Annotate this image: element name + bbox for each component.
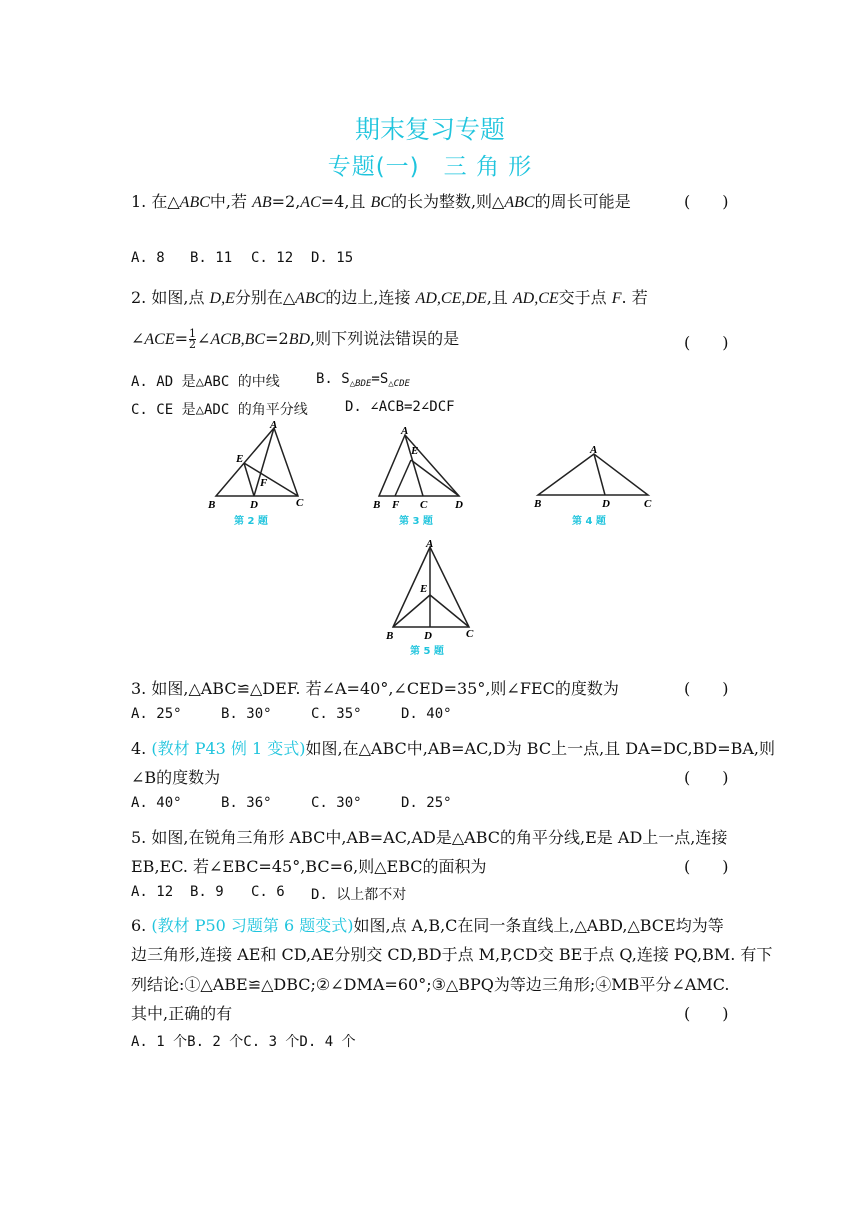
question-2-line-2: ∠ACE= $\frac{1}{2}$ ∠ACB,BC=2BD,则下列说法错误的是: [131, 327, 460, 351]
q5-option-c: C. 6: [251, 884, 285, 900]
figure-2: [200, 420, 320, 530]
question-4-line-2: ∠B的度数为: [131, 768, 221, 787]
label-B: B: [208, 499, 216, 511]
answer-bracket-6: ( ): [684, 1004, 729, 1023]
answer-bracket-3: ( ): [684, 679, 729, 698]
label-C: C: [466, 628, 474, 640]
label-E: E: [420, 583, 428, 595]
question-5-line-1: 5. 如图,在锐角三角形 ABC中,AB=AC,AD是△ABC的角平分线,E是 AD上一点,连接: [131, 828, 728, 847]
page-subtitle: 专题(一) 三 角 形: [327, 154, 533, 180]
question-6-line-4: 其中,正确的有: [131, 1004, 233, 1023]
label-F: F: [260, 477, 268, 489]
figure-3: [365, 420, 475, 530]
question-1-text: 1. 在△ABC中,若 AB=2,AC=4,且 BC的长为整数,则△ABC的周长可能是: [131, 192, 631, 211]
q2-option-c: C. CE 是△ADC 的角平分线: [131, 402, 308, 418]
question-2-line-1: 2. 如图,点 D,E分别在△ABC的边上,连接 AD,CE,DE,且 AD,CE交于点 F. 若: [131, 288, 648, 307]
label-E: E: [236, 453, 244, 465]
label-F: F: [392, 499, 400, 511]
question-6-line-3: 列结论:①△ABE≌△DBC;②∠DMA=60°;③△BPQ为等边三角形;④MB平分∠AMC.: [131, 975, 730, 994]
label-D: D: [250, 499, 258, 511]
q1-option-c: C. 12: [251, 250, 294, 266]
q6-options: A. 1 个B. 2 个C. 3 个D. 4 个: [131, 1034, 356, 1050]
q2-option-b: B. $S_{\triangle BDE}=S_{\triangle CDE}$: [316, 371, 410, 389]
figure-4: [530, 438, 660, 530]
figure-5-caption: 第 5 题: [410, 646, 444, 657]
q3-option-a: A. 25°: [131, 706, 182, 722]
textbook-reference-tag: (教材 P43 例 1 变式): [151, 739, 306, 758]
label-E: E: [411, 445, 419, 457]
q1-option-b: B. 11: [190, 250, 233, 266]
label-A: A: [590, 444, 598, 456]
answer-bracket-2: ( ): [684, 333, 729, 352]
q2-option-a: A. AD 是△ABC 的中线: [131, 374, 280, 390]
page-title: 期末复习专题: [354, 115, 505, 144]
q1-option-d: D. 15: [311, 250, 354, 266]
q4-option-d: D. 25°: [401, 795, 452, 811]
question-5-line-2: EB,EC. 若∠EBC=45°,BC=6,则△EBC的面积为: [131, 857, 487, 876]
q5-option-d: D. 以上都不对: [311, 887, 407, 903]
figure-2-caption: 第 2 题: [234, 516, 268, 527]
figure-5: [380, 535, 480, 660]
label-C: C: [296, 497, 304, 509]
q5-option-a: A. 12: [131, 884, 174, 900]
label-B: B: [534, 498, 542, 510]
label-C: C: [420, 499, 428, 511]
q4-option-b: B. 36°: [221, 795, 272, 811]
label-B: B: [386, 630, 394, 642]
question-6-line-1: 6. (教材 P50 习题第 6 题变式)如图,点 A,B,C在同一条直线上,△ABD,△BCE均为等: [131, 916, 724, 935]
q3-option-c: C. 35°: [311, 706, 362, 722]
q4-option-a: A. 40°: [131, 795, 182, 811]
q4-option-c: C. 30°: [311, 795, 362, 811]
q2-option-d: D. ∠ACB=2∠DCF: [345, 399, 455, 415]
label-B: B: [373, 499, 381, 511]
question-3-text: 3. 如图,△ABC≌△DEF. 若∠A=40°,∠CED=35°,则∠FEC的度数为: [131, 679, 619, 698]
q1-option-a: A. 8: [131, 250, 165, 266]
label-A: A: [270, 420, 278, 431]
figure-4-caption: 第 4 题: [572, 516, 606, 527]
question-6-line-2: 边三角形,连接 AE和 CD,AE分别交 CD,BD于点 M,P,CD交 BE于点 Q,连接 PQ,BM. 有下: [131, 945, 773, 964]
fraction-one-half: $\frac{1}{2}$: [189, 327, 197, 351]
q3-option-b: B. 30°: [221, 706, 272, 722]
answer-bracket-5: ( ): [684, 857, 729, 876]
label-D: D: [455, 499, 463, 511]
answer-bracket-4: ( ): [684, 768, 729, 787]
label-D: D: [602, 498, 610, 510]
question-4-line-1: 4. (教材 P43 例 1 变式)如图,在△ABC中,AB=AC,D为 BC上一点,且 DA=DC,BD=BA,则: [131, 739, 776, 758]
q3-option-d: D. 40°: [401, 706, 452, 722]
label-A: A: [401, 425, 409, 437]
q5-option-b: B. 9: [190, 884, 224, 900]
answer-bracket-1: ( ): [684, 192, 729, 211]
textbook-reference-tag: (教材 P50 习题第 6 题变式): [151, 916, 354, 935]
label-C: C: [644, 498, 652, 510]
figure-3-caption: 第 3 题: [399, 516, 433, 527]
label-A: A: [426, 538, 434, 550]
label-D: D: [424, 630, 432, 642]
